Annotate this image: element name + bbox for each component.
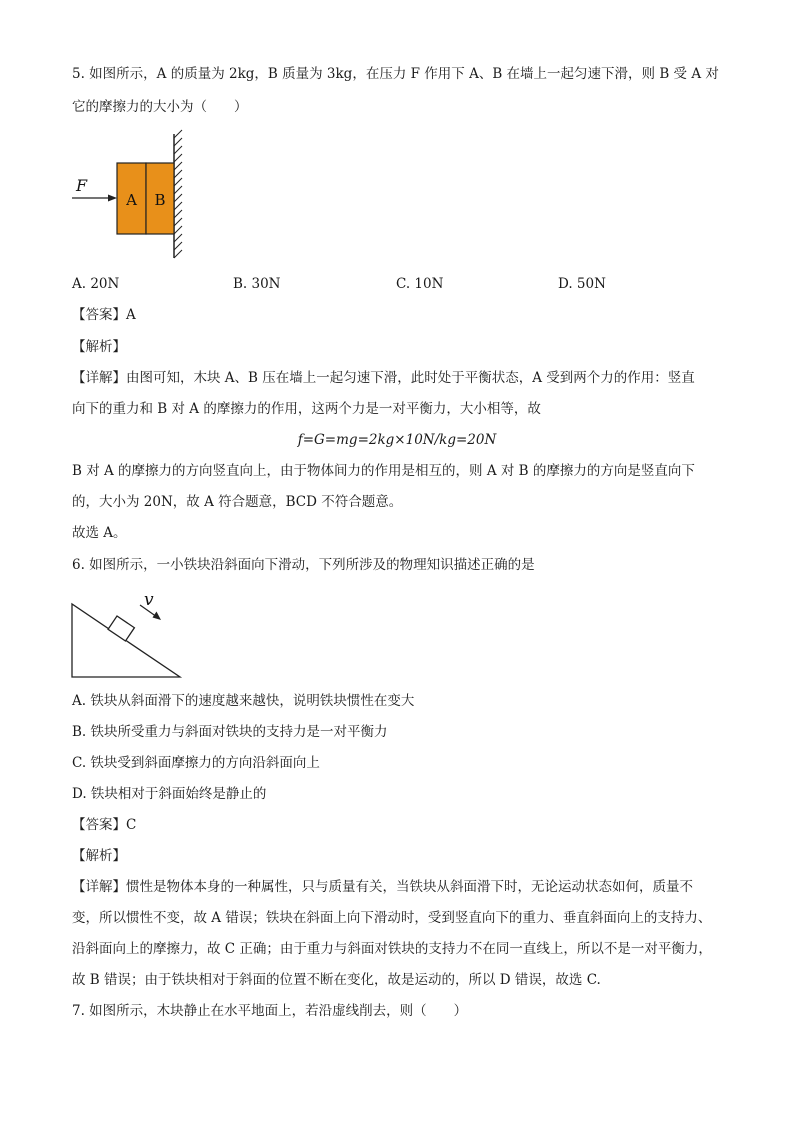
q6-option-d: D. 铁块相对于斜面始终是静止的 bbox=[72, 786, 267, 802]
q6-detail-line-3: 沿斜面向上的摩擦力，故 C 正确；由于重力与斜面对铁块的支持力不在同一直线上，所以不是一对平衡力， bbox=[72, 941, 712, 957]
q5-detail-line-4: 的，大小为 20N，故 A 符合题意，BCD 不符合题意。 bbox=[72, 494, 403, 510]
q5-detail-line-2: 向下的重力和 B 对 A 的摩擦力的作用，这两个力是一对平衡力，大小相等，故 bbox=[72, 401, 541, 417]
q6-analysis-heading: 【解析】 bbox=[72, 848, 126, 864]
q5-option-b: B. 30N bbox=[233, 276, 281, 292]
q5-block-a-label: A bbox=[126, 191, 137, 209]
q6-detail-line-4: 故 B 错误；由于铁块相对于斜面的位置不断在变化，故是运动的，所以 D 错误，故选 C. bbox=[72, 972, 601, 988]
q6-option-c: C. 铁块受到斜面摩擦力的方向沿斜面向上 bbox=[72, 755, 320, 771]
q5-detail-line-1: 【详解】由图可知，木块 A、B 压在墙上一起匀速下滑，此时处于平衡状态，A 受到两个力的作用：竖直 bbox=[72, 370, 695, 386]
q6-option-b: B. 铁块所受重力与斜面对铁块的支持力是一对平衡力 bbox=[72, 724, 388, 740]
q5-option-a: A. 20N bbox=[72, 276, 120, 292]
q5-conclusion: 故选 A。 bbox=[72, 525, 127, 541]
q5-option-c: C. 10N bbox=[396, 276, 444, 292]
q5-stem-line-1: 5. 如图所示，A 的质量为 2kg，B 质量为 3kg，在压力 F 作用下 A、B 在墙上一起匀速下滑，则 B 受 A 对 bbox=[72, 66, 719, 82]
q5-formula: f=G=mg=2kg×10N/kg=20N bbox=[297, 432, 497, 448]
q5-detail-line-3: B 对 A 的摩擦力的方向竖直向上，由于物体间力的作用是相互的，则 A 对 B 的摩擦力的方向是竖直向下 bbox=[72, 463, 695, 479]
q7-stem: 7. 如图所示，木块静止在水平地面上，若沿虚线削去，则（ ） bbox=[72, 1003, 468, 1019]
q6-velocity-label: v bbox=[144, 590, 154, 610]
q6-iron-block bbox=[108, 616, 134, 641]
q6-detail-line-1: 【详解】惯性是物体本身的一种属性，只与质量有关，当铁块从斜面滑下时，无论运动状态如何，质量不 bbox=[72, 879, 693, 895]
q5-answer: 【答案】A bbox=[72, 307, 136, 323]
q5-analysis-heading: 【解析】 bbox=[72, 339, 126, 355]
q5-force-label: F bbox=[76, 176, 88, 195]
q6-stem: 6. 如图所示，一小铁块沿斜面向下滑动，下列所涉及的物理知识描述正确的是 bbox=[72, 557, 535, 573]
q6-answer: 【答案】C bbox=[72, 817, 137, 833]
q6-detail-line-2: 变，所以惯性不变，故 A 错误；铁块在斜面上向下滑动时，受到竖直向下的重力、垂直斜面向上的支持力、 bbox=[72, 910, 712, 926]
q5-block-b-label: B bbox=[154, 191, 166, 209]
q5-option-d: D. 50N bbox=[558, 276, 606, 292]
q6-option-a: A. 铁块从斜面滑下的速度越来越快，说明铁块惯性在变大 bbox=[72, 693, 415, 709]
q6-velocity-arrowhead bbox=[153, 612, 162, 621]
q5-stem-line-2: 它的摩擦力的大小为（ ） bbox=[72, 99, 248, 115]
